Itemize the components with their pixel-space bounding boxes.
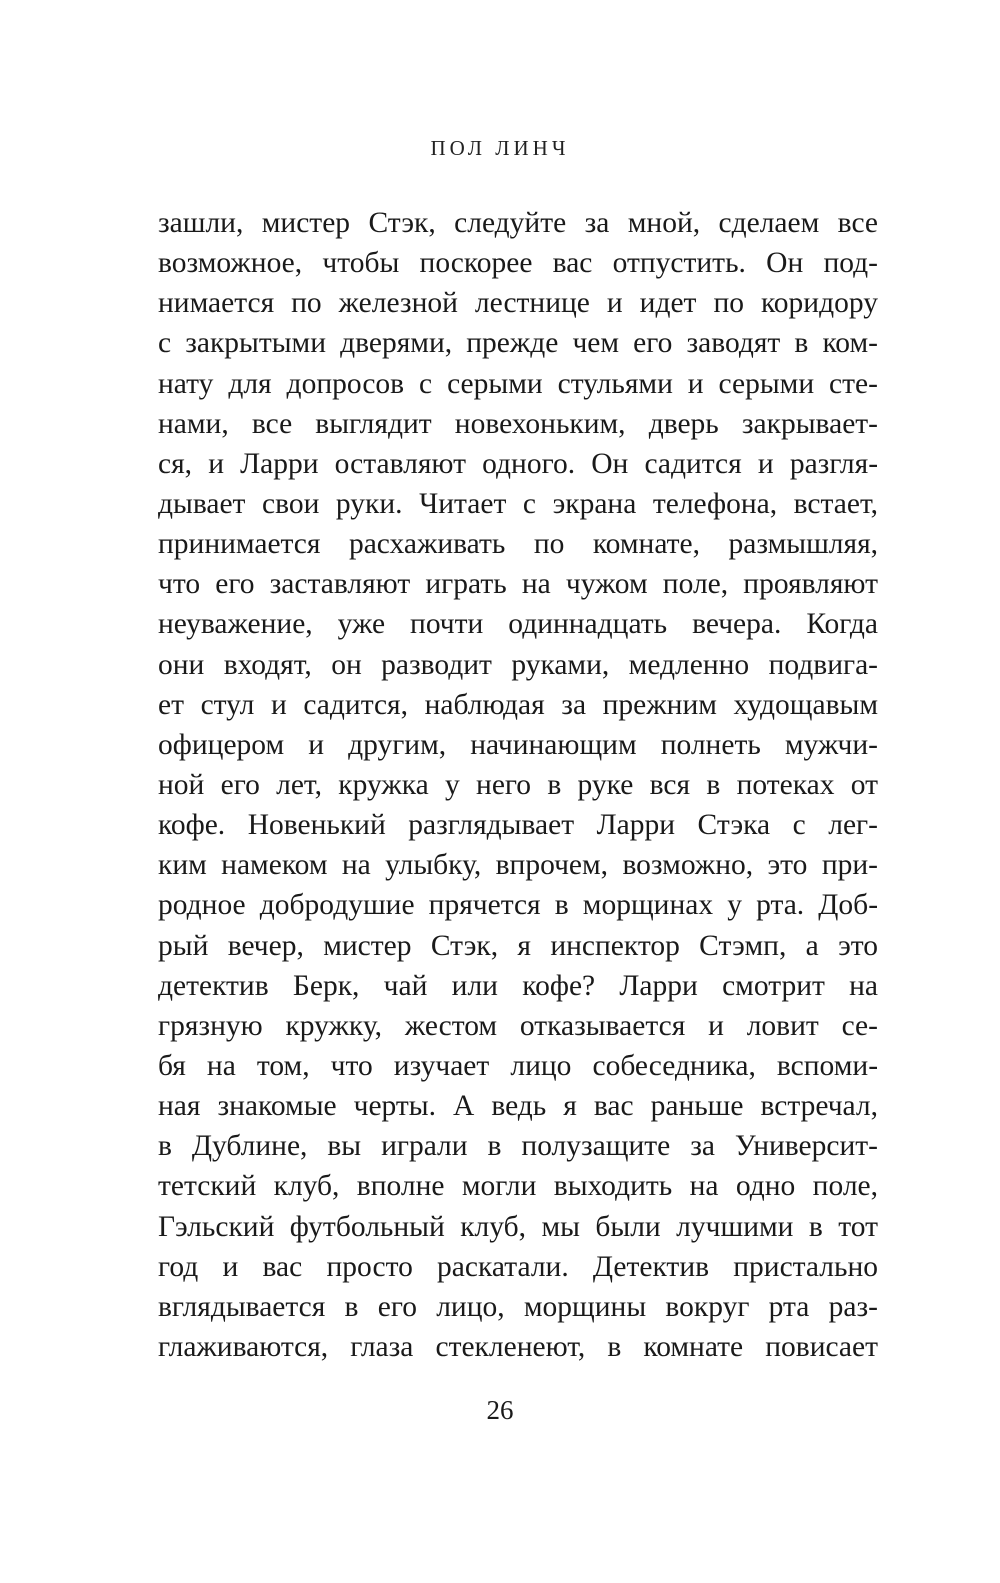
text-line: бя на том, что изучает лицо собеседника, вспоми-	[158, 1049, 879, 1082]
text-line: зашли, мистер Стэк, следуйте за мной, сделаем все	[158, 207, 878, 239]
text-line: год и вас просто раскатали. Детектив пристально	[158, 1250, 878, 1283]
text-line: в Дублине, вы играли в полузащите за Университ-	[158, 1130, 878, 1163]
body-text	[158, 203, 878, 1367]
text-line: Гэльский футбольный клуб, мы были лучшими в тот	[158, 1210, 879, 1243]
text-line: неуважение, уже почти одиннадцать вечера. Когда	[158, 608, 879, 641]
text-line: нату для допросов с серыми стульями и серыми сте-	[158, 367, 878, 400]
text-line: ет стул и садится, наблюдая за прежним худощавым	[158, 688, 879, 721]
text-line: офицером и другим, начинающим полнеть мужчи-	[158, 728, 878, 761]
text-line: с закрытыми дверями, прежде чем его заводят в ком-	[158, 327, 878, 360]
text-line: родное добродушие прячется в морщинах у рта. Доб-	[158, 889, 879, 922]
text-line: нимается по железной лестнице и идет по коридору	[158, 287, 878, 320]
text-line: рый вечер, мистер Стэк, я инспектор Стэмп, а это	[158, 929, 878, 962]
text-line: тетский клуб, вполне могли выходить на одно поле,	[158, 1170, 879, 1203]
text-line: ной его лет, кружка у него в руке вся в потеках от	[158, 768, 878, 801]
text-line: они входят, он разводит руками, медленно подвига-	[158, 648, 878, 681]
text-line: ким намеком на улыбку, впрочем, возможно, это при-	[158, 849, 878, 882]
running-head-author: ПОЛ ЛИНЧ	[430, 136, 570, 160]
text-line: что его заставляют играть на чужом поле, проявляют	[158, 568, 878, 601]
text-line: вглядывается в его лицо, морщины вокруг рта раз-	[158, 1290, 878, 1323]
text-line: ная знакомые черты. А ведь я вас раньше встречал,	[158, 1090, 878, 1123]
text-line: глаживаются, глаза стекленеют, в комнате повисает	[158, 1330, 879, 1363]
text-line: детектив Берк, чай или кофе? Ларри смотрит на	[158, 969, 879, 1002]
text-line: возможное, чтобы поскорее вас отпустить. Он под-	[158, 247, 878, 280]
text-line: дывает свои руки. Читает с экрана телефона, встает,	[158, 487, 879, 520]
text-line: ся, и Ларри оставляют одного. Он садится и разгля-	[158, 447, 879, 480]
text-line: кофе. Новенький разглядывает Ларри Стэка с лег-	[158, 809, 878, 842]
text-line: принимается расхаживать по комнате, размышляя,	[158, 528, 879, 561]
page-number: 26	[486, 1395, 514, 1425]
text-line: нами, все выглядит новехоньким, дверь закрывает-	[158, 407, 878, 440]
text-line: грязную кружку, жестом отказывается и ловит се-	[158, 1009, 878, 1042]
